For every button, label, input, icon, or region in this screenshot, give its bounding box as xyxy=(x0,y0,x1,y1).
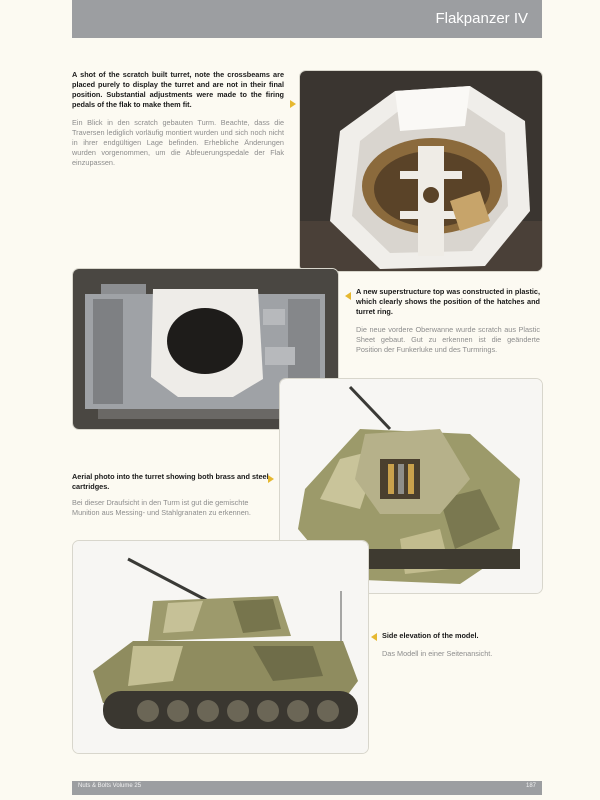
caption-superstructure xyxy=(356,287,540,355)
photo-scratch-turret[interactable] xyxy=(299,70,543,272)
footer-publication: Nuts & Bolts Volume 25 xyxy=(78,783,142,789)
caption-pointer-superstructure xyxy=(345,292,351,300)
caption-pointer-side xyxy=(371,633,377,641)
caption-turret-de: Ein Blick in den scratch gebauten Turm. Beachte, dass die Traversen lediglich vorläufig montiert wurden und sich noch nicht in ihrer endgültigen Lage befinden. Erhebliche Änderungen wurden vorgenommen, um die Abfeuerungspedale der Flak einzupassen. xyxy=(72,118,284,167)
caption-superstructure-de: Die neue vordere Oberwanne wurde scratch aus Plastic Sheet gebaut. Gut zu erkennen ist die geänderte Position der Funkerluke und des Turmrings. xyxy=(356,325,540,354)
caption-side-de: Das Modell in einer Seitenansicht. xyxy=(382,649,493,658)
caption-turret xyxy=(72,70,284,168)
caption-aerial-en: Aerial photo into the turret showing both brass and steel cartridges. xyxy=(72,472,269,491)
page-title: Flakpanzer IV xyxy=(435,10,528,27)
caption-pointer-turret xyxy=(290,100,296,108)
caption-pointer-aerial xyxy=(268,475,274,483)
caption-aerial xyxy=(72,472,272,518)
caption-turret-en: A shot of the scratch built turret, note the crossbeams are placed purely to display the turret and are not in their final position. Substantial adjustments were made to the firing pedals of the flak to make them fit. xyxy=(72,70,284,109)
photo-side-elevation[interactable] xyxy=(72,540,369,754)
caption-superstructure-en: A new superstructure top was constructed in plastic, which clearly shows the position of the hatches and turret ring. xyxy=(356,287,540,316)
caption-aerial-de: Bei dieser Draufsicht in den Turm ist gut die gemischte Munition aus Messing- und Stahlgranaten zu erkennen. xyxy=(72,498,251,517)
footer-bar xyxy=(72,781,542,795)
turret-photo-graphic xyxy=(300,71,542,271)
caption-side xyxy=(382,631,542,659)
header-bar xyxy=(72,0,542,38)
side-photo-graphic xyxy=(73,541,368,753)
caption-side-en: Side elevation of the model. xyxy=(382,631,479,640)
page-number: 187 xyxy=(525,783,536,789)
